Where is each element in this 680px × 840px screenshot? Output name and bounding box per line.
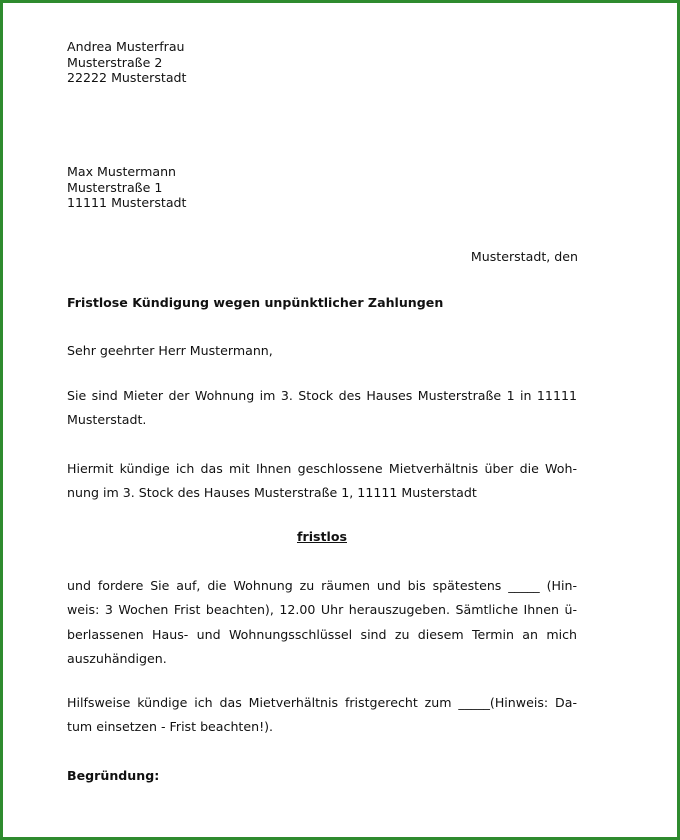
sender-address — [67, 39, 577, 86]
subject-line: Fristlose Kündigung wegen unpünktlicher Zahlungen — [67, 295, 444, 310]
paragraph-line: nung im 3. Stock des Hauses Musterstraße 1, 11111 Musterstadt — [67, 485, 477, 501]
paragraph-line: Hilfsweise kündige ich das Mietverhältnis fristgerecht zum _____(Hinweis: Da- — [67, 695, 577, 710]
paragraph-alternative — [67, 691, 577, 740]
paragraph-line: Hiermit kündige ich das mit Ihnen geschlossene Mietverhältnis über die Woh- — [67, 461, 577, 476]
paragraph-line: Sie sind Mieter der Wohnung im 3. Stock des Hauses Musterstraße 1 in 11111 — [67, 388, 577, 403]
emphasis-fristlos: fristlos — [297, 529, 347, 544]
paragraph-line: auszuhändigen. — [67, 651, 167, 667]
paragraph-line: weis: 3 Wochen Frist beachten), 12.00 Uhr herauszugeben. Sämtliche Ihnen ü- — [67, 602, 577, 618]
date-line: Musterstadt, den — [470, 249, 578, 264]
salutation: Sehr geehrter Herr Mustermann, — [67, 343, 273, 358]
sender-name: Andrea Musterfrau — [67, 39, 185, 54]
paragraph-line: berlassenen Haus- und Wohnungsschlüssel sind zu diesem Termin an mich — [67, 626, 577, 642]
recipient-address — [67, 164, 577, 211]
paragraph-eviction — [67, 574, 577, 672]
paragraph-line: und fordere Sie auf, die Wohnung zu räumen und bis spätestens _____ (Hin- — [67, 578, 577, 593]
sender-city: 22222 Musterstadt — [67, 70, 187, 86]
reason-heading: Begründung: — [67, 768, 160, 783]
paragraph-termination — [67, 457, 577, 506]
paragraph-line: tum einsetzen - Frist beachten!). — [67, 719, 274, 735]
paragraph-line: Musterstadt. — [67, 412, 147, 428]
paragraph-tenant-info — [67, 384, 577, 433]
recipient-city: 11111 Musterstadt — [67, 195, 187, 211]
recipient-street: Musterstraße 1 — [67, 179, 163, 195]
sender-street: Musterstraße 2 — [67, 54, 163, 70]
recipient-name: Max Mustermann — [67, 164, 177, 179]
